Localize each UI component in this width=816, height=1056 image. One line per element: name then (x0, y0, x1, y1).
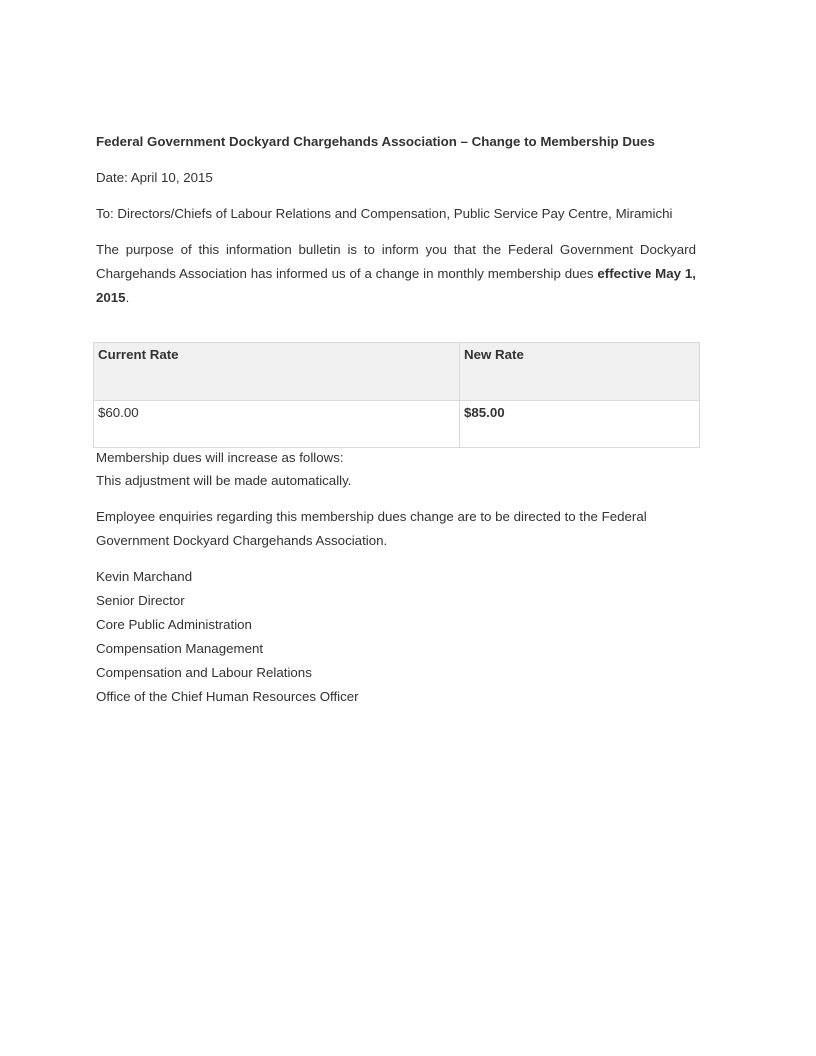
signature-org-3: Compensation and Labour Relations (96, 665, 312, 680)
table-row (94, 401, 700, 448)
adjustment-note: This adjustment will be made automatically. (96, 473, 352, 488)
purpose-paragraph (96, 238, 696, 310)
recipients-line: To: Directors/Chiefs of Labour Relations and Compensation, Public Service Pay Centre, Miramichi (96, 206, 673, 221)
purpose-end: . (125, 290, 130, 305)
effective-date: effective May 1, 2015 (96, 266, 696, 305)
signature-org-2: Compensation Management (96, 641, 264, 656)
signature-block (96, 565, 696, 709)
document-title: Federal Government Dockyard Chargehands Association – Change to Membership Dues (96, 134, 655, 149)
document-body (96, 131, 696, 709)
header-new-rate: New Rate (460, 343, 700, 401)
rates-table (93, 342, 700, 448)
new-rate-value: $85.00 (460, 401, 700, 448)
increase-note: Membership dues will increase as follows: (96, 450, 344, 465)
header-current-rate: Current Rate (94, 343, 460, 401)
document-date: Date: April 10, 2015 (96, 170, 213, 185)
signature-title: Senior Director (96, 593, 185, 608)
signature-org-1: Core Public Administration (96, 617, 252, 632)
signature-org-4: Office of the Chief Human Resources Officer (96, 689, 359, 704)
rates-table-container (93, 342, 699, 448)
enquiries-paragraph: Employee enquiries regarding this membership dues change are to be directed to the Federal Government Dockyard Chargehands Association. (96, 509, 647, 548)
purpose-text: The purpose of this information bulletin is to inform you that the Federal Government Dockyard Chargehands Association has informed us of a change in monthly membership dues (96, 242, 696, 281)
current-rate-value: $60.00 (94, 401, 460, 448)
table-header-row (94, 343, 700, 401)
signature-name: Kevin Marchand (96, 569, 193, 584)
